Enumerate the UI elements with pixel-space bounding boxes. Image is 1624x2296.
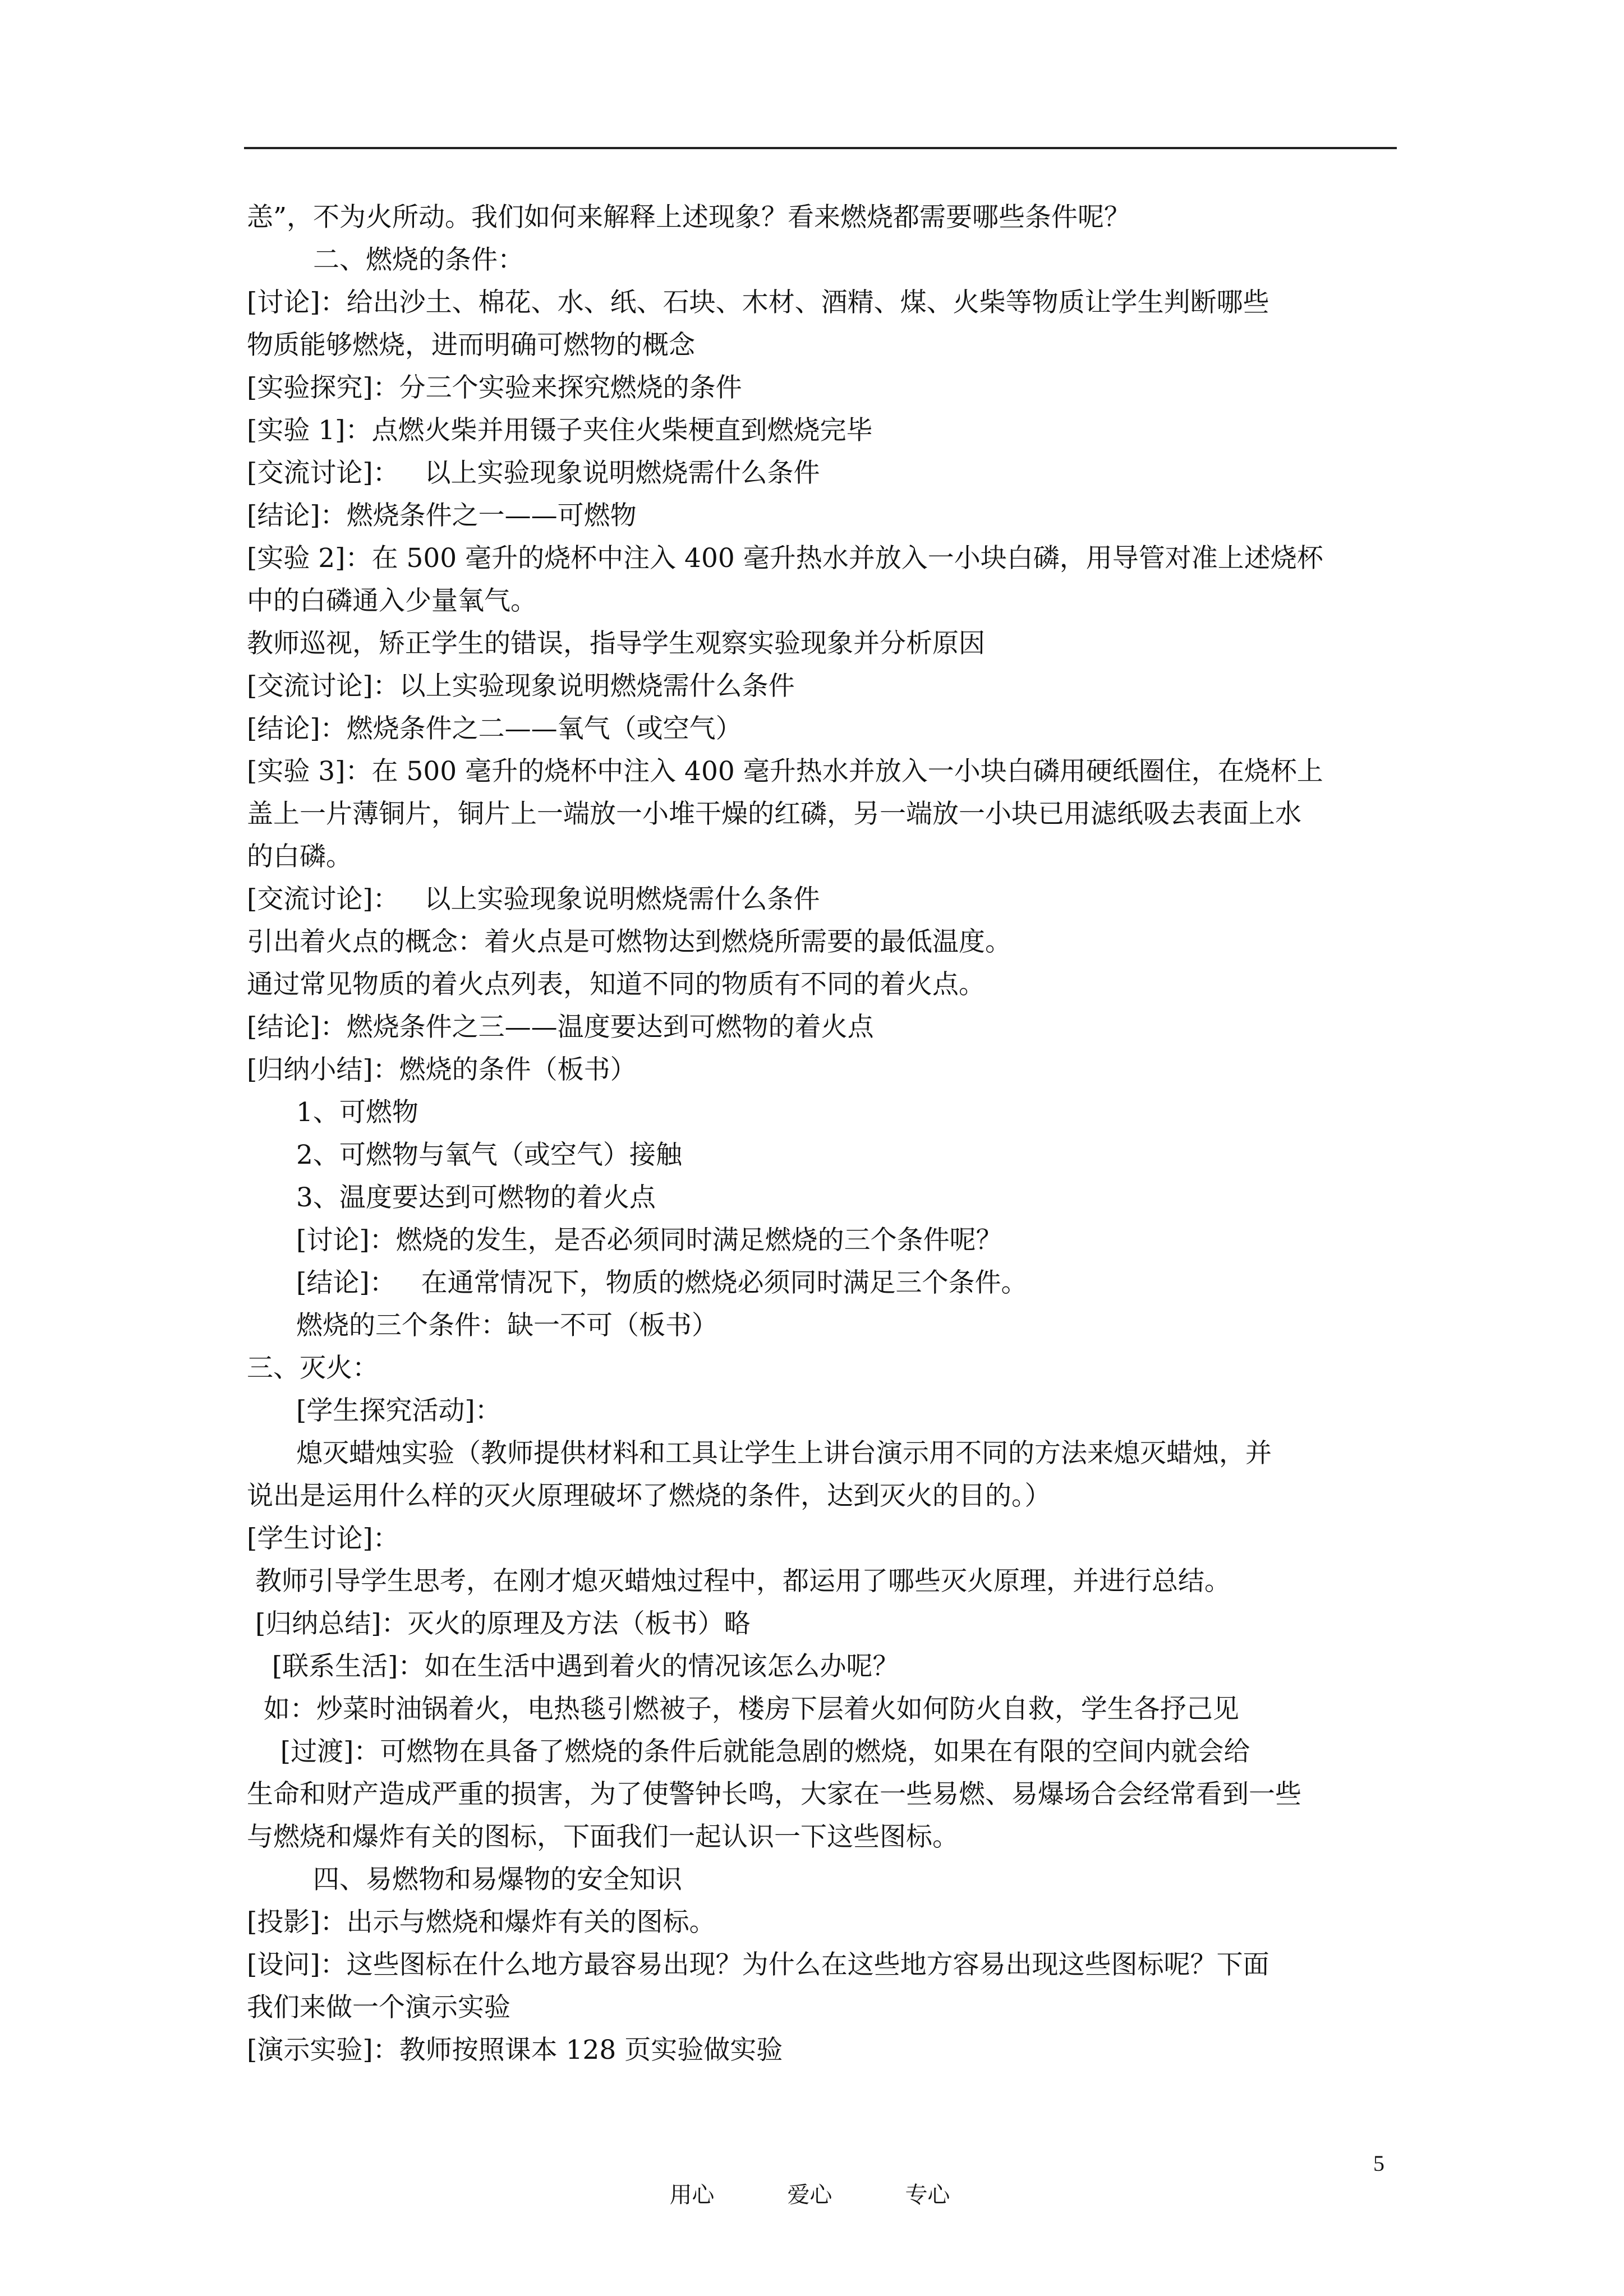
text-line: 教师引导学生思考，在刚才熄灭蜡烛过程中，都运用了哪些灭火原理，并进行总结。 <box>247 1566 1231 1597</box>
text-line: 三、灭火： <box>247 1353 379 1384</box>
text-line: 3、温度要达到可燃物的着火点 <box>296 1182 656 1213</box>
text-line: [归纳总结]：灭火的原理及方法（板书）略 <box>247 1608 751 1639</box>
text-line: 如：炒菜时油锅着火，电热毯引燃被子，楼房下层着火如何防火自救，学生各抒己见 <box>247 1694 1239 1725</box>
text-line: 燃烧的三个条件：缺一不可（板书） <box>296 1310 718 1341</box>
text-line: [实验 3]：在 500 毫升的烧杯中注入 400 毫升热水并放入一小块白磷用硬纸圈住，在烧杯上 <box>247 756 1323 787</box>
text-line: [交流讨论]：以上实验现象说明燃烧需什么条件 <box>247 671 795 702</box>
text-line: 的白磷。 <box>247 841 352 872</box>
text-line: 四、易燃物和易爆物的安全知识 <box>313 1864 682 1895</box>
text-line: 1、可燃物 <box>296 1097 418 1128</box>
text-line: 中的白磷通入少量氧气。 <box>247 585 537 616</box>
footer-motto-3: 专心 <box>905 2182 950 2208</box>
text-line: 生命和财产造成严重的损害，为了使警钟长鸣，大家在一些易燃、易爆场合会经常看到一些 <box>247 1779 1301 1810</box>
footer-motto <box>655 2148 950 2211</box>
text-line: [讨论]：给出沙土、棉花、水、纸、石块、木材、酒精、煤、火柴等物质让学生判断哪些 <box>247 287 1269 318</box>
text-line: [学生探究活动]： <box>296 1395 502 1426</box>
text-line: [结论]：燃烧条件之三——温度要达到可燃物的着火点 <box>247 1012 874 1043</box>
text-line: [结论]：燃烧条件之二——氧气（或空气） <box>247 713 742 744</box>
text-line: [投影]：出示与燃烧和爆炸有关的图标。 <box>247 1907 716 1938</box>
text-line: [设问]：这些图标在什么地方最容易出现？为什么在这些地方容易出现这些图标呢？下面 <box>247 1949 1269 1980</box>
text-line: [交流讨论]： 以上实验现象说明燃烧需什么条件 <box>247 458 820 488</box>
text-line: 恙”，不为火所动。我们如何来解释上述现象？看来燃烧都需要哪些条件呢？ <box>247 202 1131 233</box>
text-line: [实验 2]：在 500 毫升的烧杯中注入 400 毫升热水并放入一小块白磷，用导管对准上述烧杯 <box>247 543 1323 574</box>
footer-motto-1: 用心 <box>669 2182 715 2208</box>
text-line: [演示实验]：教师按照课本 128 页实验做实验 <box>247 2035 783 2066</box>
text-line: 我们来做一个演示实验 <box>247 1992 510 2023</box>
text-line: 通过常见物质的着火点列表，知道不同的物质有不同的着火点。 <box>247 969 985 1000</box>
text-line: 物质能够燃烧，进而明确可燃物的概念 <box>247 330 695 361</box>
text-line: 盖上一片薄铜片，铜片上一端放一小堆干燥的红磷，另一端放一小块已用滤纸吸去表面上水 <box>247 799 1301 829</box>
text-line: [过渡]：可燃物在具备了燃烧的条件后就能急剧的燃烧，如果在有限的空间内就会给 <box>247 1736 1250 1767</box>
text-line: 与燃烧和爆炸有关的图标，下面我们一起认识一下这些图标。 <box>247 1822 959 1852</box>
page-number: 5 <box>1373 2151 1384 2176</box>
header-rule <box>244 147 1397 149</box>
text-line: [讨论]：燃烧的发生，是否必须同时满足燃烧的三个条件呢？ <box>296 1225 1002 1256</box>
text-line: [结论]： 在通常情况下，物质的燃烧必须同时满足三个条件。 <box>296 1267 1028 1298</box>
document-body <box>247 196 1402 2072</box>
text-line: 引出着火点的概念：着火点是可燃物达到燃烧所需要的最低温度。 <box>247 926 1011 957</box>
text-line: 二、燃烧的条件： <box>313 245 524 275</box>
text-line: [实验 1]：点燃火柴并用镊子夹住火柴梗直到燃烧完毕 <box>247 415 873 446</box>
text-line: [归纳小结]：燃烧的条件（板书） <box>247 1054 637 1085</box>
footer-motto-2: 爱心 <box>787 2182 832 2208</box>
text-line: [交流讨论]： 以上实验现象说明燃烧需什么条件 <box>247 884 820 915</box>
text-line: 2、可燃物与氧气（或空气）接触 <box>296 1140 682 1170</box>
text-line: 说出是运用什么样的灭火原理破坏了燃烧的条件，达到灭火的目的。） <box>247 1481 1051 1511</box>
text-line: [学生讨论]： <box>247 1523 399 1554</box>
text-line: 熄灭蜡烛实验（教师提供材料和工具让学生上讲台演示用不同的方法来熄灭蜡烛，并 <box>296 1438 1272 1469</box>
text-line: 教师巡视，矫正学生的错误，指导学生观察实验现象并分析原因 <box>247 628 985 659</box>
text-line: [联系生活]：如在生活中遇到着火的情况该怎么办呢？ <box>247 1651 899 1682</box>
text-line: [实验探究]：分三个实验来探究燃烧的条件 <box>247 372 742 403</box>
text-line: [结论]：燃烧条件之一——可燃物 <box>247 500 637 531</box>
